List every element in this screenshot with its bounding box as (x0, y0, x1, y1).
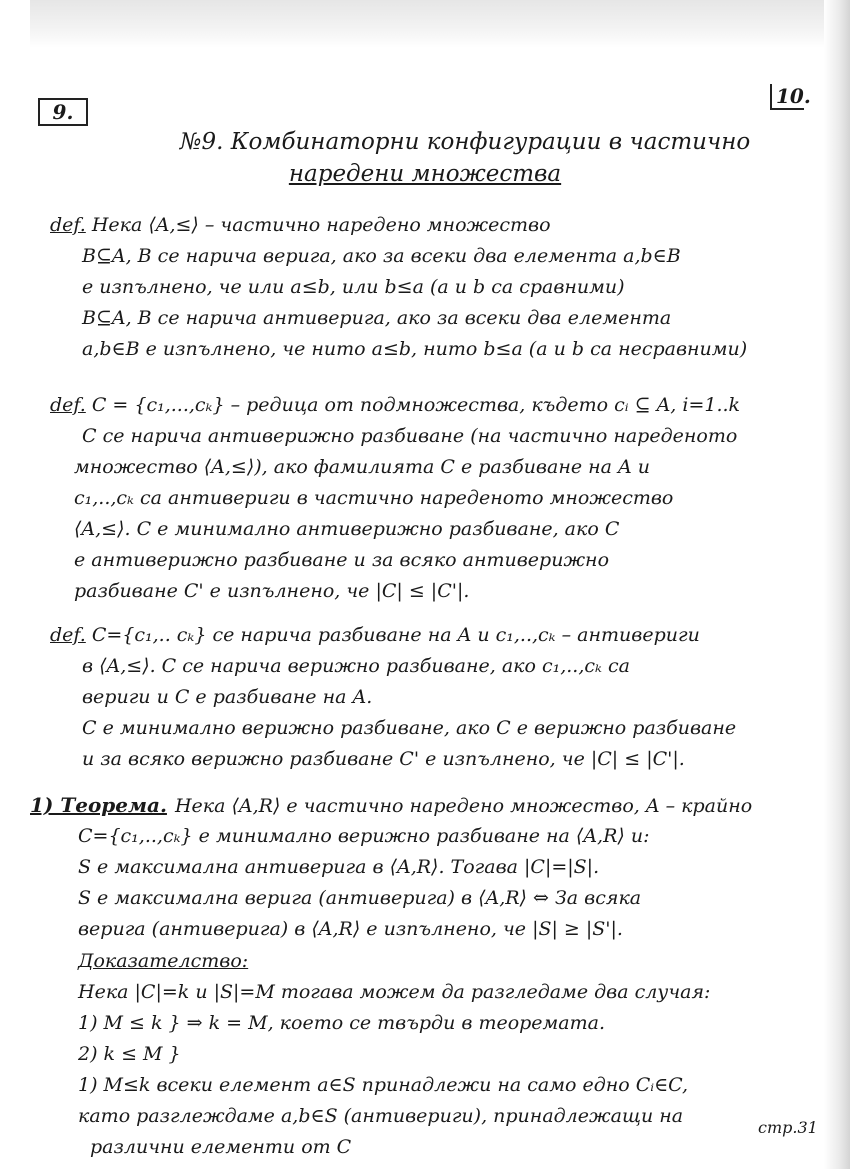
definition-chain (50, 210, 825, 365)
proof-line: 2) k ≤ M } (78, 1043, 181, 1065)
proof-title: Доказателство: (78, 950, 249, 972)
def-line: B⊆A, B се нарича верига, ако за всеки два елемента a,b∈B (82, 245, 681, 267)
theorem-line: S е максимална антиверига в ⟨A,R⟩. Тогава |C|=|S|. (78, 856, 600, 878)
def-line: е изпълнено, че или a≤b, или b≤a (a и b са сравними) (82, 276, 625, 298)
def-label: def. (50, 214, 86, 236)
page-index-badge: 10. (770, 84, 804, 110)
proof-line: 1) M ≤ k } ⇒ k = M, което се твърди в теоремата. (78, 1012, 606, 1034)
definition-antichain-partition (50, 390, 825, 607)
def-line: и за всяко верижно разбиване C' е изпълнено, че |C| ≤ |C'|. (82, 748, 685, 770)
scan-shadow-top (30, 0, 830, 48)
def-line: е антиверижно разбиване и за всяко антиверижно (74, 549, 610, 571)
def-line: B⊆A, B се нарича антиверига, ако за всеки два елемента (82, 307, 672, 329)
theorem-label: 1) Теорема. (30, 793, 167, 817)
theorem-line: 1) Теорема. Нека ⟨A,R⟩ е частично наредено множество, A – крайно (30, 793, 753, 817)
def-line: def. C = {c₁,...,cₖ} – редица от подмножества, където cᵢ ⊆ A, i=1..k (50, 394, 741, 416)
proof-line: Нека |C|=k и |S|=M тогава можем да разгледаме два случая: (78, 981, 711, 1003)
theorem-block (30, 790, 805, 945)
proof-line: като разглеждаме a,b∈S (антивериги), принадлежащи на (78, 1105, 684, 1127)
def-line: a,b∈B е изпълнено, че нито a≤b, нито b≤a (a и b са несравними) (82, 338, 748, 360)
def-line: C е минимално верижно разбиване, ако C е верижно разбиване (82, 717, 737, 739)
def-line: def. C={c₁,.. cₖ} се нарича разбиване на A и c₁,..,cₖ – антивериги (50, 624, 700, 646)
def-line: разбиване C' е изпълнено, че |C| ≤ |C'|. (74, 580, 470, 602)
theorem-line: S е максимална верига (антиверига) в ⟨A,R⟩ ⇔ За всяка (78, 887, 642, 909)
def-line: C се нарича антиверижно разбиване (на частично нареденото (82, 425, 738, 447)
proof-line: 1) M≤k всеки елемент a∈S принадлежи на само едно Cᵢ∈C, (78, 1074, 689, 1096)
def-line: вериги и C е разбиване на A. (82, 686, 373, 708)
def-line: def. Нека ⟨A,≤⟩ – частично наредено множество (50, 214, 551, 236)
def-line: c₁,..,cₖ са антивериги в частично нареденото множество (74, 487, 674, 509)
proof-block (78, 946, 823, 1132)
page-title-line-2: наредени множества (288, 161, 562, 187)
page-number: стр.31 (758, 1118, 818, 1137)
def-line: ⟨A,≤⟩. C е минимално антиверижно разбиване, ако C (74, 518, 620, 540)
question-number-badge: 9. (38, 98, 88, 126)
def-label: def. (50, 394, 86, 416)
theorem-line: верига (антиверига) в ⟨A,R⟩ е изпълнено, че |S| ≥ |S'|. (78, 918, 623, 940)
theorem-line: C={c₁,..,cₖ} е минимално верижно разбиване на ⟨A,R⟩ и: (78, 825, 650, 847)
def-label: def. (50, 624, 86, 646)
def-line: множество ⟨A,≤⟩), ако фамилията C е разбиване на A и (74, 456, 650, 478)
definition-chain-partition (50, 620, 825, 775)
def-line: в ⟨A,≤⟩. C се нарича верижно разбиване, ако c₁,..,cₖ са (82, 655, 630, 677)
proof-tail (90, 1132, 690, 1163)
proof-line: различни елементи от C (90, 1136, 352, 1158)
page-title-line-1: №9. Комбинаторни конфигурации в частично (179, 129, 751, 155)
